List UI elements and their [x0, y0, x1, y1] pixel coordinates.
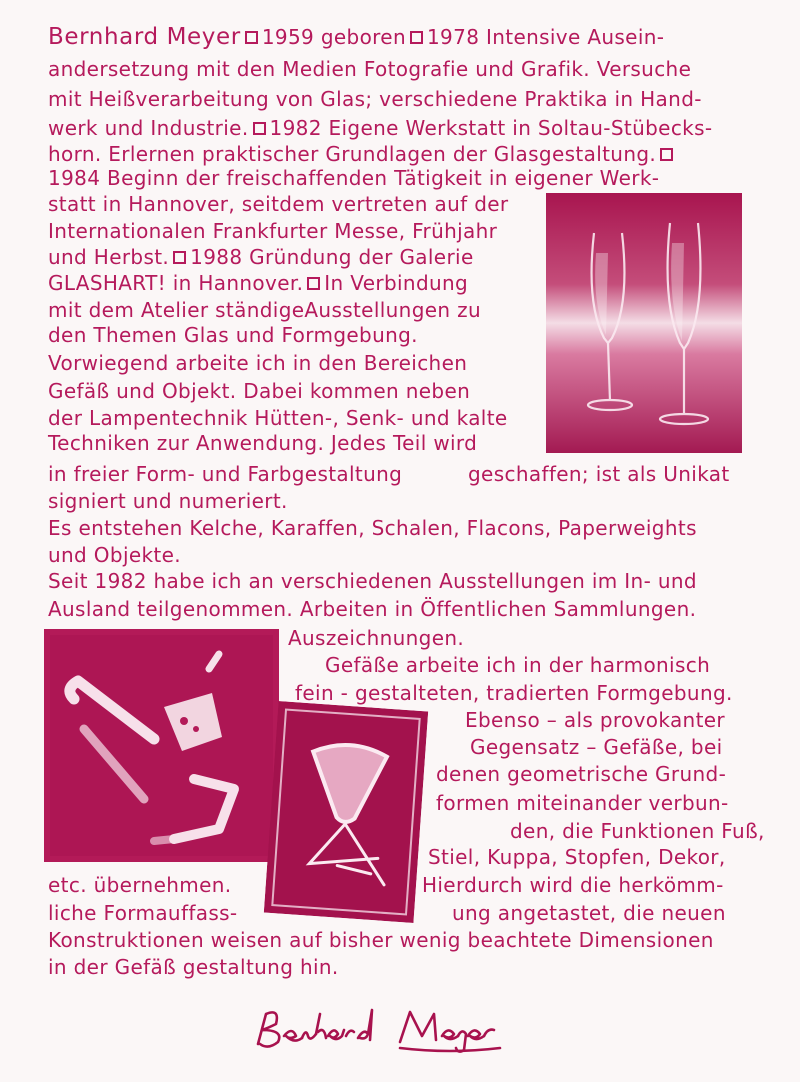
bio-line: Gefäß und Objekt. Dabei kommen neben	[48, 379, 471, 403]
bio-line	[48, 270, 468, 296]
bio-line	[48, 244, 474, 270]
bio-line: signiert und numeriert.	[48, 489, 288, 513]
signature-graphic	[250, 992, 550, 1062]
bio-line: denen geometrische Grund-	[436, 762, 727, 786]
text-fragment: GLASHART! in Hannover.	[48, 271, 304, 295]
bio-line: geschaffen; ist als Unikat	[468, 462, 730, 486]
bio-line: in der Gefäß gestaltung hin.	[48, 955, 339, 979]
separator-box	[410, 31, 423, 44]
bio-line: Auszeichnungen.	[288, 626, 465, 650]
text-fragment: und Herbst.	[48, 245, 170, 269]
text-fragment: 1982 Eigene Werkstatt in Soltau-Stübecks-	[269, 116, 713, 140]
conical-glass-photo	[264, 701, 428, 923]
bio-line: 1984 Beginn der freischaffenden Tätigkeit in eigener Werk-	[48, 166, 660, 190]
text-fragment: 1978 Intensive Ausein-	[426, 25, 665, 49]
bio-line: in freier Form- und Farbgestaltung	[48, 462, 403, 486]
bio-line: ung angetastet, die neuen	[452, 901, 726, 925]
bio-line: Konstruktionen weisen auf bisher wenig beachtete Dimensionen	[48, 928, 714, 952]
bio-line: Internationalen Frankfurter Messe, Frühjahr	[48, 219, 498, 243]
bio-line	[48, 115, 712, 141]
bio-line: Techniken zur Anwendung. Jedes Teil wird	[48, 431, 478, 455]
bio-line: Hierdurch wird die herkömm-	[422, 873, 724, 897]
separator-box	[245, 31, 258, 44]
bio-line: Es entstehen Kelche, Karaffen, Schalen, Flacons, Paperweights	[48, 516, 697, 540]
bio-line: den, die Funktionen Fuß,	[510, 819, 765, 843]
bio-line	[48, 141, 677, 167]
bio-line: mit Heißverarbeitung von Glas; verschiedene Praktika in Hand-	[48, 87, 702, 111]
bio-line: Seit 1982 habe ich an verschiedenen Ausstellungen im In- und	[48, 569, 697, 593]
bio-line: Vorwiegend arbeite ich in den Bereichen	[48, 351, 468, 375]
bio-line: Ebenso – als provokanter	[465, 708, 725, 732]
bio-line: den Themen Glas und Formgebung.	[48, 323, 418, 347]
bio-line: Gegensatz – Gefäße, bei	[470, 735, 723, 759]
bio-line: andersetzung mit den Medien Fotografie und Grafik. Versuche	[48, 57, 692, 81]
text-fragment: werk und Industrie.	[48, 116, 249, 140]
artist-name: Bernhard Meyer	[48, 24, 241, 50]
bio-line: liche Formauffass-	[48, 901, 238, 925]
bio-line: Stiel, Kuppa, Stopfen, Dekor,	[428, 845, 726, 869]
bio-line: fein - gestalteten, tradierten Formgebung.	[295, 681, 733, 705]
bio-line: formen miteinander verbun-	[436, 791, 729, 815]
text-fragment: horn. Erlernen praktischer Grundlagen der Glasgestaltung.	[48, 142, 657, 166]
signature	[250, 992, 550, 1066]
champagne-glasses-photo	[546, 193, 742, 453]
separator-box	[307, 277, 320, 290]
bio-line: statt in Hannover, seitdem vertreten auf der	[48, 192, 509, 216]
text-fragment: 1959 geboren	[261, 25, 406, 49]
text-fragment: In Verbindung	[324, 271, 469, 295]
bio-line: mit dem Atelier ständigeAusstellungen zu	[48, 298, 482, 322]
bio-line: und Objekte.	[48, 543, 181, 567]
glass-object-photo	[44, 629, 279, 862]
bio-line: der Lampentechnik Hütten-, Senk- und kalte	[48, 406, 508, 430]
text-fragment: 1988 Gründung der Galerie	[190, 245, 474, 269]
separator-box	[253, 122, 266, 135]
bio-line: etc. übernehmen.	[48, 873, 232, 897]
bio-line	[48, 24, 664, 50]
bio-line: Ausland teilgenommen. Arbeiten in Öffentlichen Sammlungen.	[48, 597, 697, 621]
separator-box	[660, 148, 673, 161]
separator-box	[173, 251, 186, 264]
bio-line: Gefäße arbeite ich in der harmonisch	[325, 653, 711, 677]
